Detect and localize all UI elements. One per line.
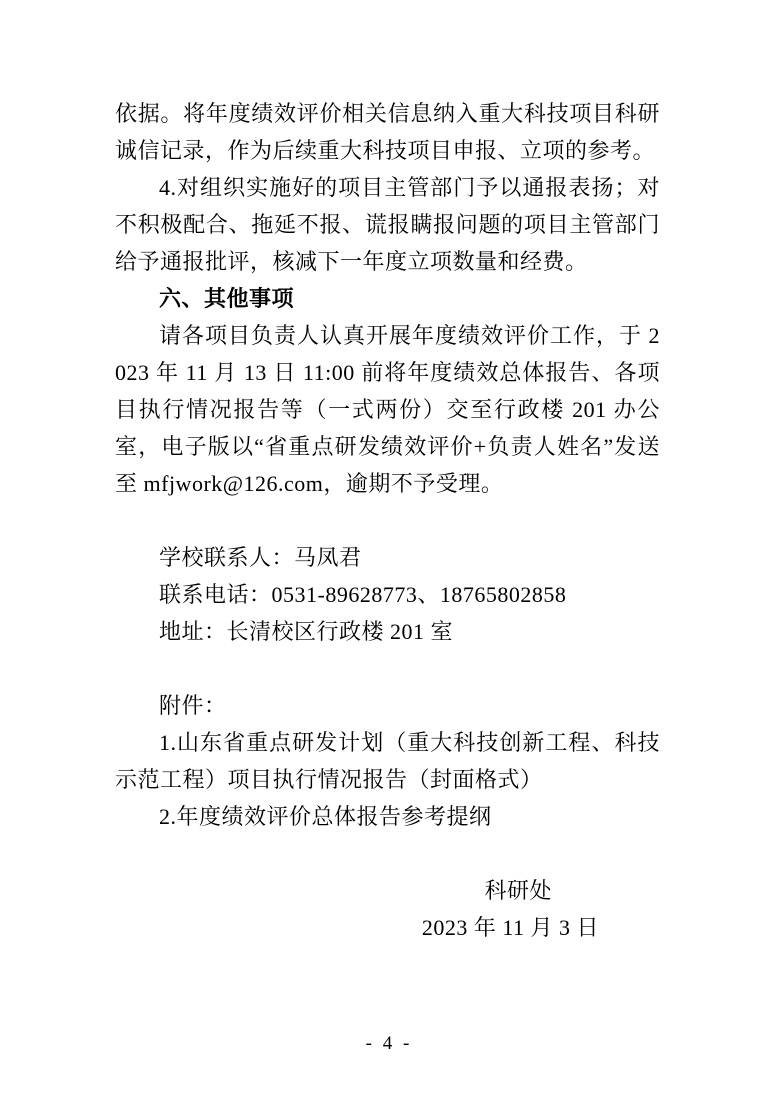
blank-line [115, 835, 660, 872]
blank-line [115, 650, 660, 687]
page-number: - 4 - [365, 1033, 410, 1054]
document-body [115, 95, 660, 946]
signoff-department: 科研处 [484, 878, 552, 903]
attachment-item-1: 1.山东省重点研发计划（重大科技创新工程、科技示范工程）项目执行情况报告（封面格式） [115, 730, 660, 792]
contact-phone-line: 联系电话：0531-89628773、18765802858 [159, 582, 567, 607]
attachments-label: 附件： [159, 693, 227, 718]
signoff-date: 2023 年 11 月 3 日 [421, 915, 599, 940]
paragraph-continuation: 依据。将年度绩效评价相关信息纳入重大科技项目科研诚信记录，作为后续重大科技项目申报、立项的参考。 [115, 101, 660, 163]
paragraph-other-matters: 请各项目负责人认真开展年度绩效评价工作，于 2023 年 11 月 13 日 11:00 前将年度绩效总体报告、各项目执行情况报告等（一式两份）交至行政楼 201 办公室，电子版以“省重点研发绩效评价+负责人姓名”发送至 mfjwork@126.com，逾期不予受理。 [115, 323, 660, 496]
blank-line [115, 502, 660, 539]
paragraph-item-4: 4.对组织实施好的项目主管部门予以通报表扬；对不积极配合、拖延不报、谎报瞒报问题的项目主管部门给予通报批评，核减下一年度立项数量和经费。 [115, 175, 660, 274]
attachment-item-2: 2.年度绩效评价总体报告参考提纲 [159, 804, 492, 829]
section-heading-six: 六、其他事项 [159, 286, 295, 311]
contact-person-line: 学校联系人：马凤君 [159, 545, 362, 570]
contact-address-line: 地址：长清校区行政楼 201 室 [159, 619, 454, 644]
